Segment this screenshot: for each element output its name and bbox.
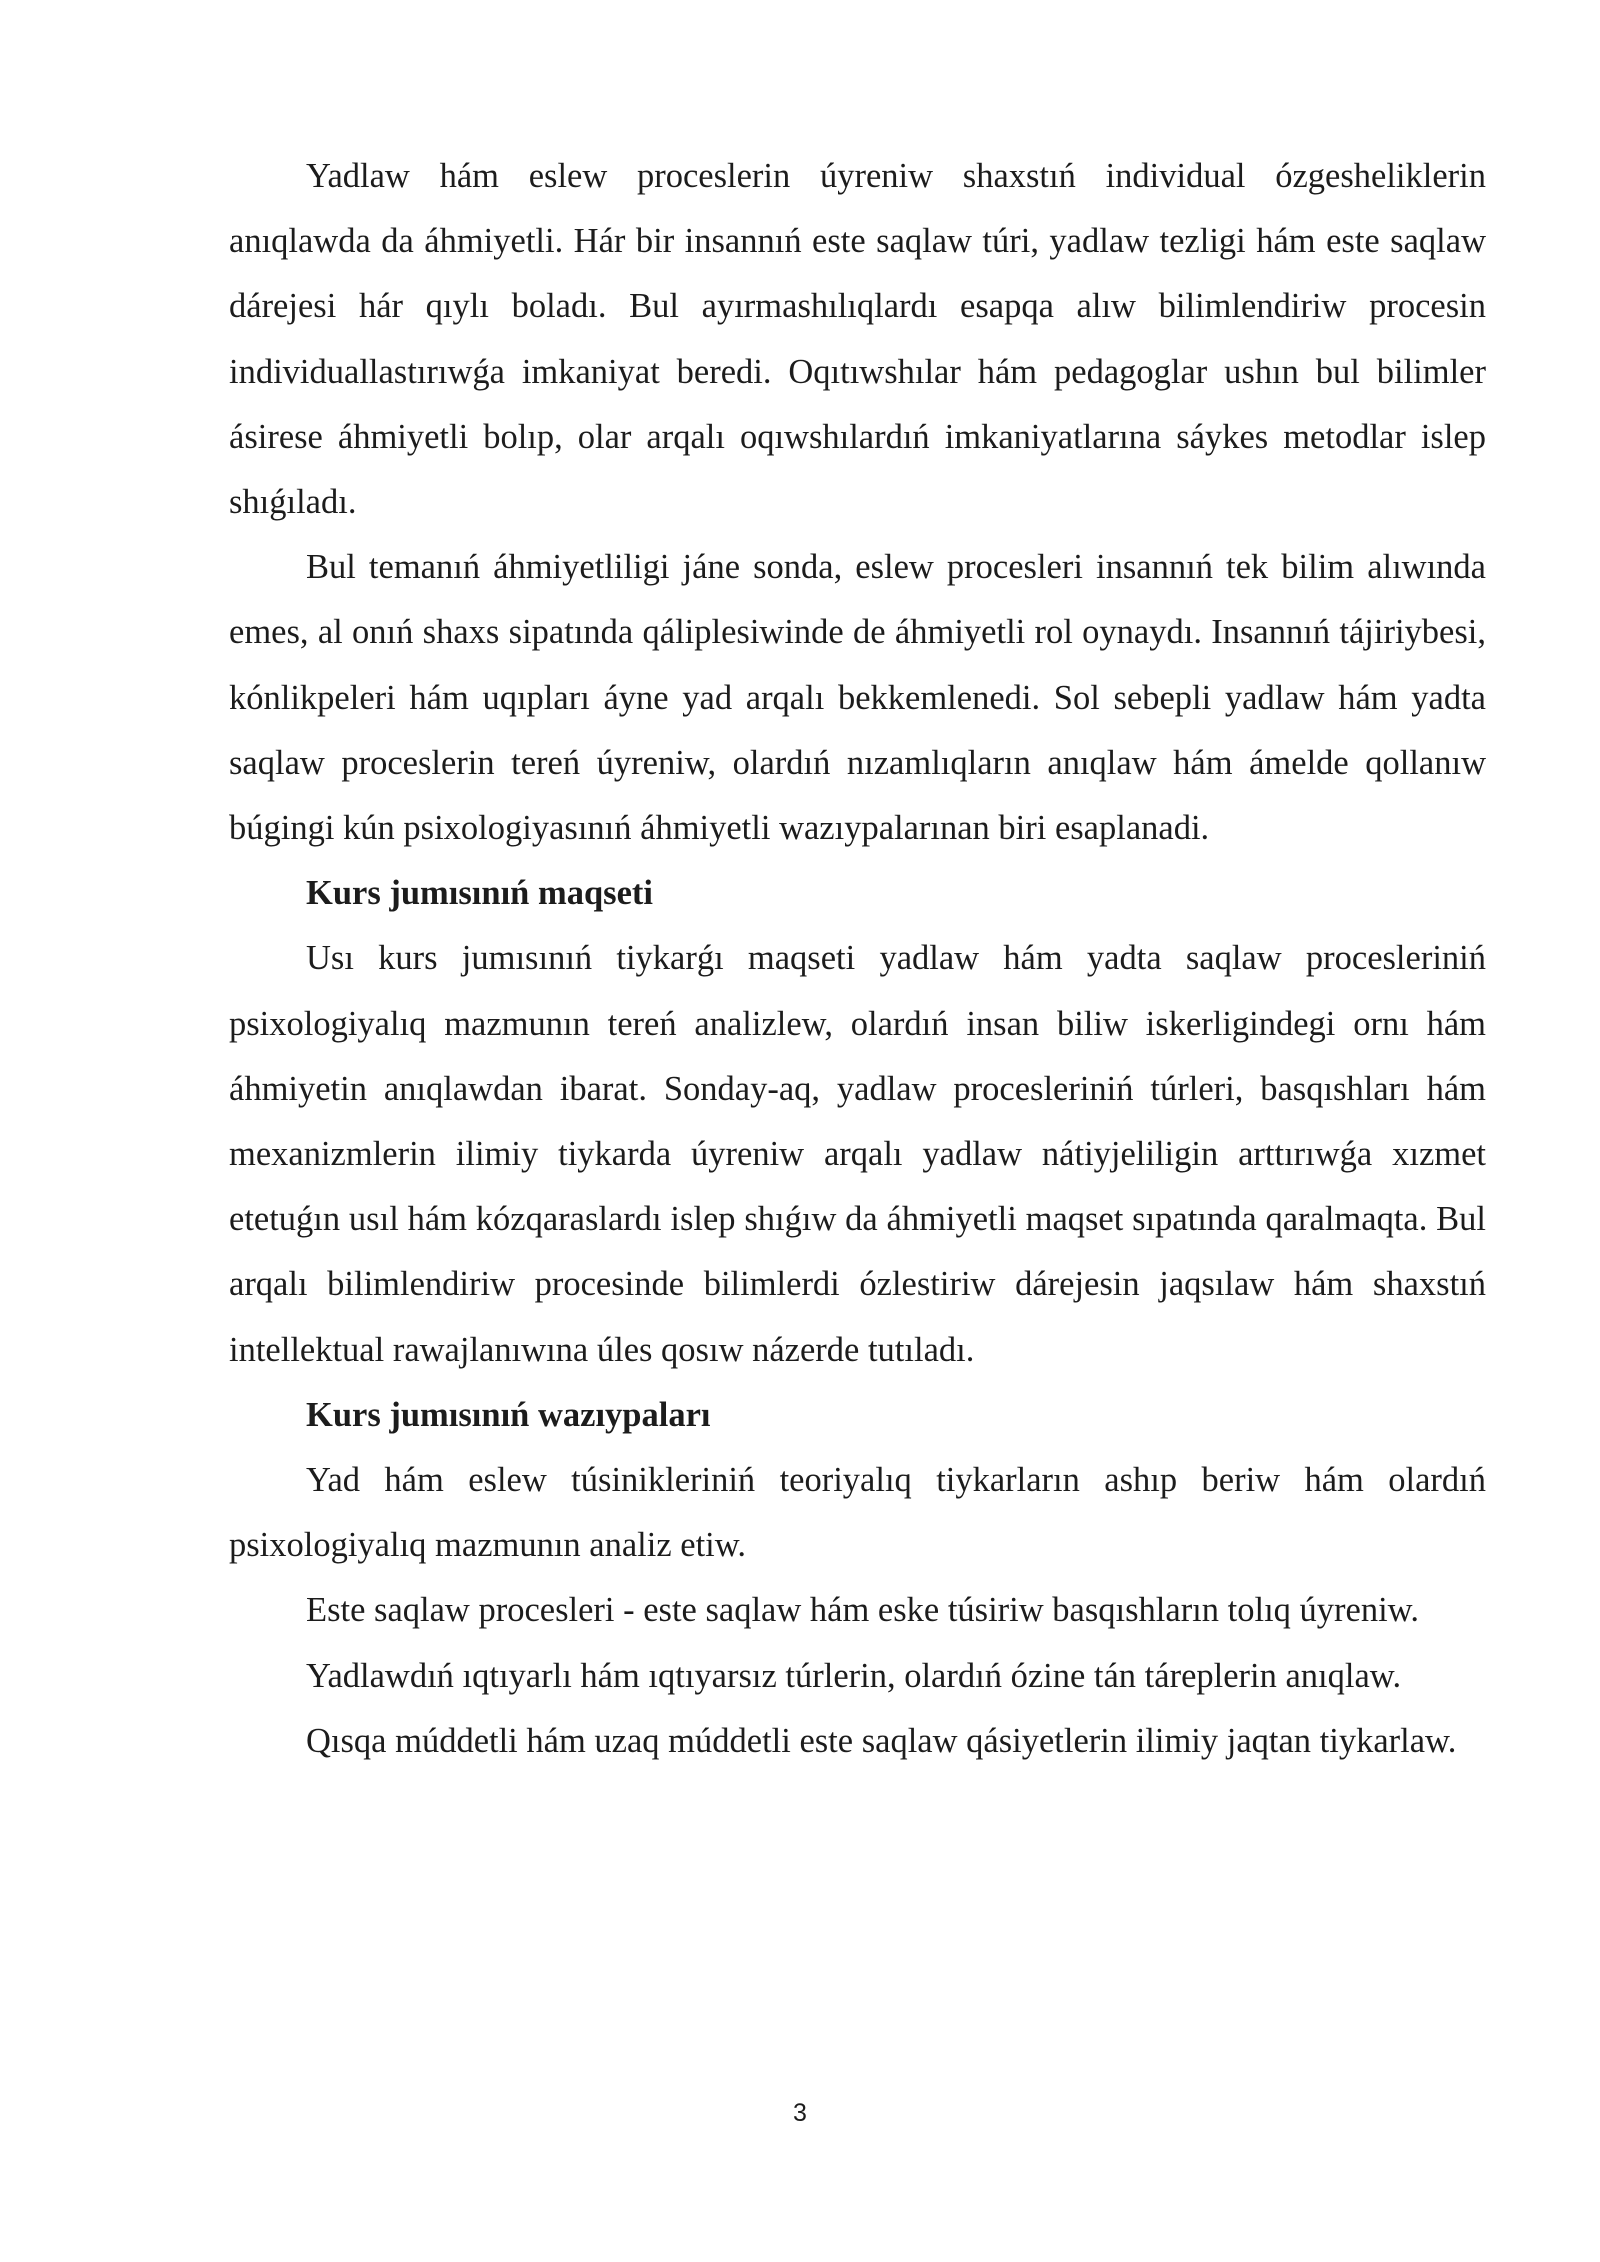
body-paragraph: Yadlaw hám eslew proceslerin úyreniw shaxstıń individual ózgesheliklerin anıqlawda da áhmiyetli. Hár bir insannıń este saqlaw túri, yadlaw tezligi hám este saqlaw dárejesi hár qıylı boladı. Bul ayırmashılıqlardı esapqa alıw bilimlendiriw procesin individuallastırıwǵa imkaniyat beredi. Oqıtıwshılar hám pedagoglar ushın bul bilimler ásirese áhmiyetli bolıp, olar arqalı oqıwshılardıń imkaniyatlarına sáykes metodlar islep shıǵıladı. [229, 157, 1486, 522]
section-heading-goal: Kurs jumısınıń maqseti [306, 874, 653, 913]
body-paragraph: Bul temanıń áhmiyetliligi jáne sonda, eslew procesleri insannıń tek bilim alıwında emes, al onıń shaxs sipatında qáliplesiwinde de áhmiyetli rol oynaydı. Insannıń tájiriybesi, kónlikpeleri hám uqıpları áyne yad arqalı bekkemlenedi. Sol sebepli yadlaw hám yadta saqlaw proceslerin tereń úyreniw, olardıń nızamlıqların anıqlaw hám ámelde qollanıw búgingi kún psixologiyasınıń áhmiyetli wazıypalarınan biri esaplanadi. [229, 548, 1486, 848]
task-paragraph: Yad hám eslew túsinikleriniń teoriyalıq tiykarların ashıp beriw hám olardıń psixologiyalıq mazmunın analiz etiw. [229, 1461, 1486, 1565]
task-paragraph: Qısqa múddetli hám uzaq múddetli este saqlaw qásiyetlerin ilimiy jaqtan tiykarlaw. [306, 1721, 1457, 1760]
document-body [229, 144, 1486, 1774]
section-heading-tasks: Kurs jumısınıń wazıypaları [306, 1395, 711, 1434]
task-paragraph: Yadlawdıń ıqtıyarlı hám ıqtıyarsız túrlerin, olardıń ózine tán táreplerin anıqlaw. [306, 1656, 1402, 1695]
task-paragraph: Este saqlaw procesleri - este saqlaw hám eske túsiriw basqıshların tolıq úyreniw. [306, 1591, 1419, 1630]
page-number: 3 [793, 2099, 807, 2127]
goal-paragraph: Usı kurs jumısınıń tiykarǵı maqseti yadlaw hám yadta saqlaw procesleriniń psixologiyalıq mazmunın tereń analizlew, olardıń insan biliw iskerligindegi ornı hám áhmiyetin anıqlawdan ibarat. Sonday-aq, yadlaw procesleriniń túrleri, basqıshları hám mexanizmlerin ilimiy tiykarda úyreniw arqalı yadlaw nátiyjeliligin arttırıwǵa xızmet etetuǵın usıl hám kózqaraslardı islep shıǵıw da áhmiyetli maqset sıpatında qaralmaqta. Bul arqalı bilimlendiriw procesinde bilimlerdi ózlestiriw dárejesin jaqsılaw hám shaxstıń intellektual rawajlanıwına úles qosıw názerde tutıladı. [229, 939, 1486, 1369]
